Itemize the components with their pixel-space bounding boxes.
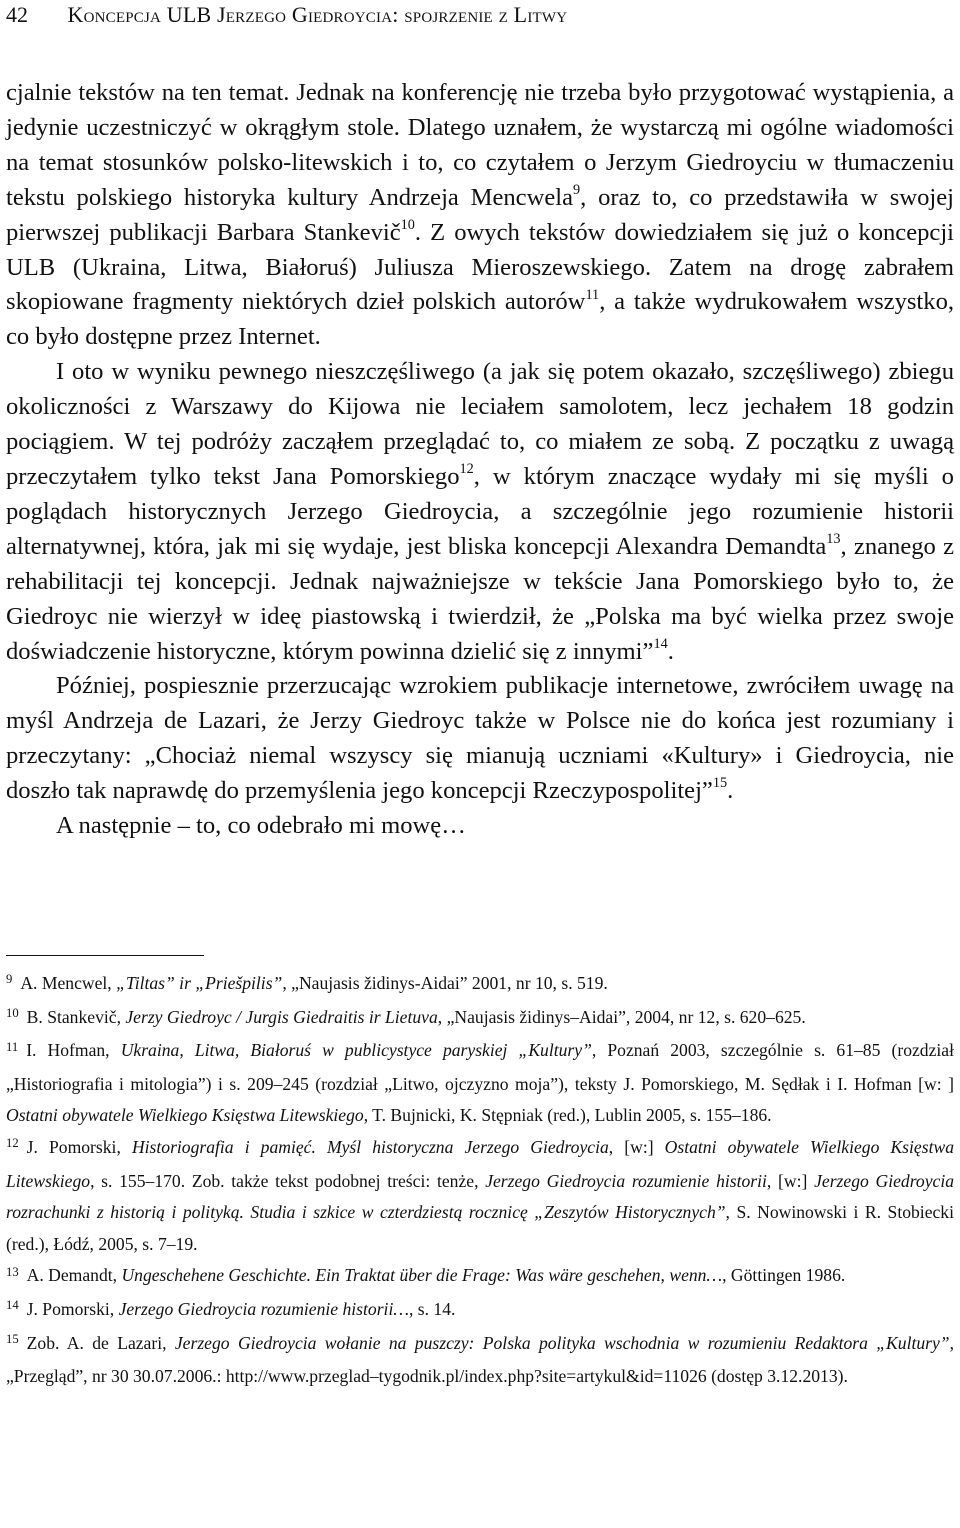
italic-title: „Tiltas” ir „Priešpilis” xyxy=(116,973,283,993)
footnote-url-text: , „Przegląd”, nr 30 30.07.2006.: http://www.przeglad–tygodnik.pl/index.php?site=artykul&id=11026 (dostęp 3.12.2013). xyxy=(6,1332,954,1387)
text-run: cjalnie tekstów na ten temat. Jednak na konferencję nie trzeba było przygotować wystąpienia, a jedynie uczestniczyć w okrągłym stole. Dlatego uznałem, że wystarczą mi ogólne wiadomości na temat stosunków polsko-litewskich i to, co czytałem o Jerzym Giedroyciu w tłumaczeniu tekstu polskiego historyka kultury Andrzeja Mencwela xyxy=(6,79,954,211)
italic-title: Ostatni obywatele Wielkiego Księstwa Litewskiego xyxy=(6,1105,364,1126)
footnote-11 xyxy=(6,1035,954,1132)
text-run: , „Naujasis židinys-Aidai” 2001, nr 10, s. 519. xyxy=(282,973,608,993)
footnote-9 xyxy=(6,968,954,1002)
text-run: . xyxy=(727,777,734,805)
text-run: B. Stankevič, xyxy=(26,1006,126,1027)
text-run: , a także wydrukowałem wszystko, co było dostępne przez Internet. xyxy=(6,288,955,351)
italic-title: Ostatni obywatele Wielkiego Księstwa Litewskiego xyxy=(6,1136,954,1191)
text-run: Zob. A. de Lazari, xyxy=(26,1332,175,1353)
footnote-number: 14 xyxy=(6,1298,19,1313)
footnote-number: 15 xyxy=(6,1331,19,1346)
running-title: Koncepcja ULB Jerzego Giedroycia: spojrzenie z Litwy xyxy=(67,2,568,27)
italic-title: Jerzego Giedroycia rozumienie historii… xyxy=(118,1298,409,1319)
text-run: , oraz to, co przedstawiła w swojej pierwszej publikacji Barbara Stankevič xyxy=(6,183,954,246)
italic-title: Jerzego Giedroycia wołanie na puszczy: Polska polityka wschodnia w rozumieniu Redaktora „Kultury” xyxy=(174,1332,950,1353)
footnote-number: 12 xyxy=(6,1136,19,1151)
italic-title: Jerzego Giedroycia rozumienie historii xyxy=(485,1170,767,1191)
italic-title: Jerzego Giedroycia rozrachunki z historią i polityką. Studia i szkice w czterdziestą rocznicę „Zeszytów Historycznych” xyxy=(6,1170,955,1223)
text-run: , znanego z rehabilitacji tej koncepcji. Jednak najważniejsze w tekście Jana Pomorskiego było to, że Giedroyc nie wierzył w ideę piastowską i twierdził, że „Polska ma być wielka przez swoje doświadczenie historyczne, którym powinna dzielić się z innymi” xyxy=(6,532,955,665)
text-run: A. Mencwel, xyxy=(20,973,117,993)
footnote-ref-14[interactable]: 14 xyxy=(653,635,668,652)
text-run: . xyxy=(667,637,674,665)
text-run: J. Pomorski, xyxy=(26,1298,119,1319)
footnote-number: 13 xyxy=(6,1264,19,1279)
footnote-12 xyxy=(6,1132,954,1260)
footnote-14 xyxy=(6,1294,954,1328)
text-run: , s. 14. xyxy=(408,1298,456,1319)
text-run: , „Naujasis židinys–Aidai”, 2004, nr 12, s. 620–625. xyxy=(437,1006,806,1027)
text-run: I oto w wyniku pewnego nieszczęśliwego (a jak się potem okazało, szczęśliwego) zbiegu okoliczności z Warszawy do Kijowa nie leciałem samolotem, lecz jechałem 18 godzin pociągiem. W tej podróży zacząłem przeglądać to, co miałem ze sobą. Z początku z uwagą przeczytałem tylko tekst Jana Pomorskiego xyxy=(6,358,954,490)
main-text xyxy=(6,76,954,844)
running-header xyxy=(6,0,954,30)
footnote-ref-15[interactable]: 15 xyxy=(712,775,728,792)
text-run: , [w:] xyxy=(608,1136,665,1157)
footnote-13 xyxy=(6,1260,954,1294)
footnotes xyxy=(6,968,954,1393)
text-run: , S. Nowinowski i R. Stobiecki (red.), Łódź, 2005, s. 7–19. xyxy=(6,1202,954,1254)
italic-title: Ungeschehene Geschichte. Ein Traktat über die Frage: Was wäre geschehen, wenn… xyxy=(121,1265,723,1286)
footnote-number: 9 xyxy=(6,972,13,987)
italic-title: Historiografia i pamięć. Myśl historyczna Jerzego Giedroycia xyxy=(131,1136,609,1157)
footnote-ref-11[interactable]: 11 xyxy=(585,286,600,303)
text-run: , T. Bujnicki, K. Stępniak (red.), Lublin 2005, s. 155–186. xyxy=(363,1105,772,1126)
text-run: A. Demandt, xyxy=(26,1265,122,1286)
footnote-ref-13[interactable]: 13 xyxy=(826,530,841,547)
text-run: , Göttingen 1986. xyxy=(722,1265,846,1286)
text-run: Później, pospiesznie przerzucając wzrokiem publikacje internetowe, zwróciłem uwagę na myśl Andrzeja de Lazari, że Jerzy Giedroyc także w Polsce nie do końca jest rozumiany i przeczytany: „Chociaż niemal wszyscy się mianują uczniami «Kultury» i Giedroycia, nie doszło tak naprawdę do przemyślenia jego koncepcji Rzeczypospolitej” xyxy=(6,672,954,805)
text-run: , w którym znaczące wydały mi się myśli o poglądach historycznych Jerzego Giedroycia, a szczególnie jego rozumienie historii alternatywnej, która, jak mi się wydaje, jest bliska koncepcji Alexandra Demandta xyxy=(6,462,954,560)
text-run: J. Pomorski, xyxy=(26,1136,132,1157)
paragraph-3 xyxy=(6,669,954,809)
footnote-ref-9[interactable]: 9 xyxy=(573,181,581,198)
text-run: , s. 155–170. Zob. także tekst podobnej treści: tenże, xyxy=(90,1170,486,1191)
italic-title: Ukraina, Litwa, Białoruś w publicystyce paryskiej „Kultury” xyxy=(120,1040,592,1061)
text-run: , Poznań 2003, szczególnie s. 61–85 (rozdział „Historiografia i mitologia”) i s. 209–245 (rozdział „Litwo, ojczyzno moja”), teksty J. Pomorskiego, M. Sędłak i I. Hofman [w: ] xyxy=(6,1040,954,1094)
footnote-15 xyxy=(6,1328,954,1393)
text-run: , [w:] xyxy=(766,1170,815,1191)
footnote-number: 10 xyxy=(6,1005,19,1020)
italic-title: Jerzy Giedroyc / Jurgis Giedraitis ir Lietuva xyxy=(125,1006,438,1027)
paragraph-4: A następnie – to, co odebrało mi mowę… xyxy=(56,812,466,840)
page-number: 42 xyxy=(6,2,28,27)
footnote-separator xyxy=(6,955,204,956)
text-run: I. Hofman, xyxy=(26,1040,121,1061)
footnote-ref-12[interactable]: 12 xyxy=(459,461,474,478)
footnote-ref-10[interactable]: 10 xyxy=(400,216,415,233)
paragraph-2 xyxy=(6,355,954,669)
paragraph-1 xyxy=(6,76,954,355)
footnote-number: 11 xyxy=(6,1039,19,1054)
text-run: . Z owych tekstów dowiedziałem się już o koncepcji ULB (Ukraina, Litwa, Białoruś) Juliusza Mieroszewskiego. Zatem na drogę zabrałem skopiowane fragmenty niektórych dzieł polskich autorów xyxy=(6,218,954,316)
footnote-10 xyxy=(6,1002,954,1036)
